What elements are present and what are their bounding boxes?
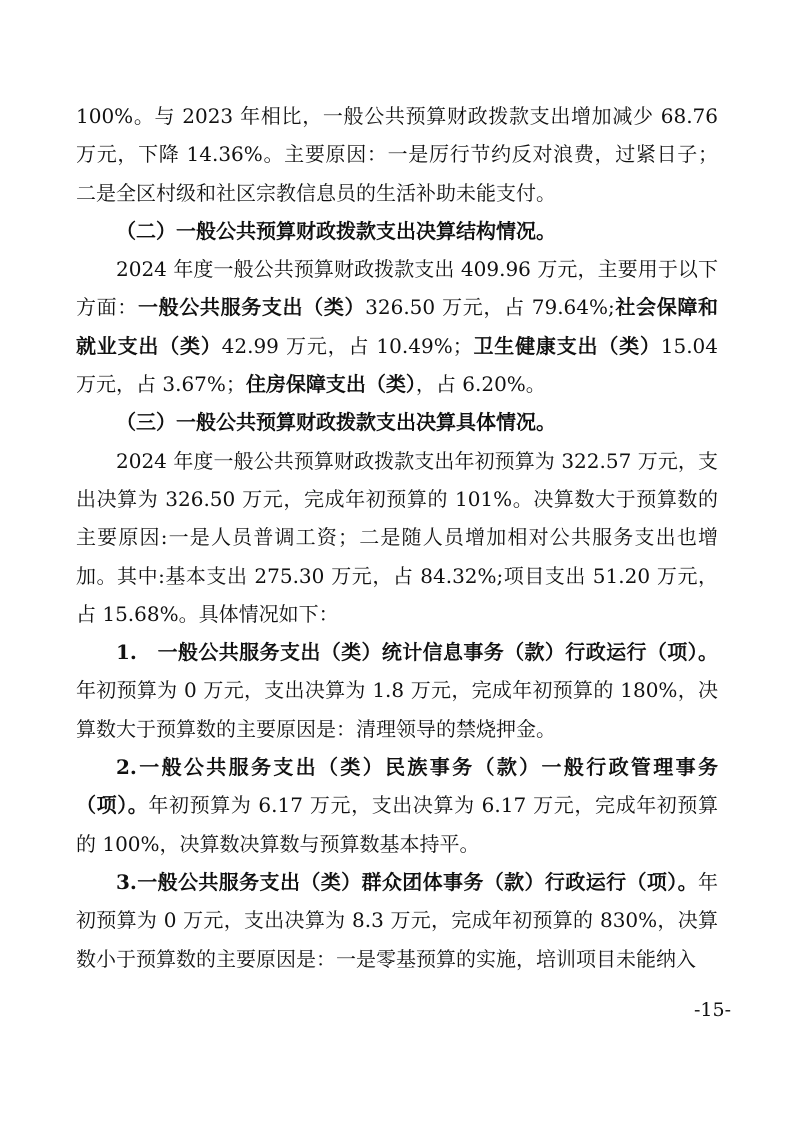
paragraph-continuation: 100%。与 2023 年相比，一般公共预算财政拨款支出增加减少 68.76 万元，下降 14.36%。主要原因：一是厉行节约反对浪费，过紧日子；二是全区村级和社区宗教信息员的生活补助未能支付。 [76,104,718,205]
list-item-2-title: 2.一般公共服务支出（类）民族事务（款）一般行政管理事务（项）。 [76,755,718,818]
list-item-1-title: 1. 一般公共服务支出（类）统计信息事务（款）行政运行（项）。 [116,640,718,665]
section-heading-2: （二）一般公共预算财政拨款支出决算结构情况。 [116,218,556,243]
list-item-3 [76,863,718,978]
category-general-public-services-value: 326.50 万元，占 79.64%; [365,295,615,320]
page-number: -15- [693,999,731,1021]
category-housing: 住房保障支出（类） [245,372,416,397]
category-social-security: 社会保障和就业支出（类） [76,295,719,358]
list-item-2 [76,748,718,863]
section-heading-3: （三）一般公共预算财政拨款支出决算具体情况。 [116,410,556,435]
list-item-3-text: 年初预算为 0 万元，支出决算为 8.3 万元，完成年初预算的 830%，决算数小于预算数的主要原因是：一是零基预算的实施，培训项目未能纳入 [76,869,718,971]
list-item-3-title: 3.一般公共服务支出（类）群众团体事务（款）行政运行（项）。 [116,869,698,894]
list-item-1-text: 年初预算为 0 万元，支出决算为 1.8 万元，完成年初预算的 180%，决算数大于预算数的主要原因是：清理领导的禁烧押金。 [76,678,718,741]
category-social-security-value: 42.99 万元，占 10.49%； [221,333,473,358]
category-general-public-services: 一般公共服务支出（类） [137,295,366,320]
paragraph-details: 2024 年度一般公共预算财政拨款支出年初预算为 322.57 万元，支出决算为 326.50 万元，完成年初预算的 101%。决算数大于预算数的主要原因:一是人员普调工资；二是随人员增加相对公共服务支出也增加。其中:基本支出 275.30 万元，占 84.32%;项目支出 51.20 万元，占 15.68%。具体情况如下： [76,448,718,626]
category-health: 卫生健康支出（类） [472,333,661,358]
structure-intro: 2024 年度一般公共预算财政拨款支出 409.96 万元，主要用于以下方面： [76,257,718,320]
body-text [76,97,718,978]
category-housing-value: ，占 6.20%。 [415,372,546,397]
category-health-value: 15.04 万元，占 3.67%； [76,333,719,397]
list-item-2-text: 年初预算为 6.17 万元，支出决算为 6.17 万元，完成年初预算的 100%，决算数决算数与预算数基本持平。 [76,793,718,856]
paragraph-structure [76,250,718,403]
list-item-1 [76,633,718,748]
